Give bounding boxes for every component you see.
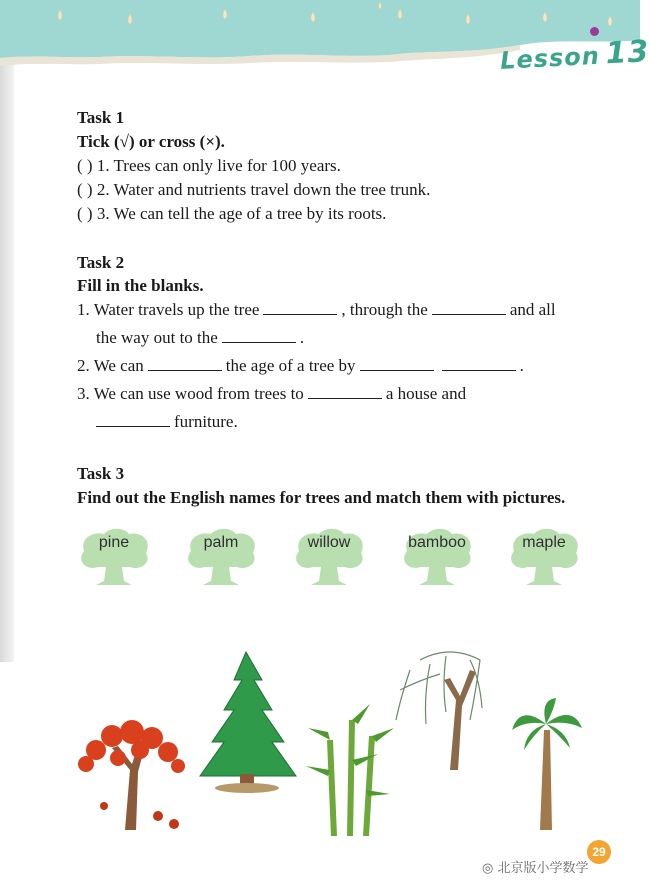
tree-label-card[interactable] bbox=[289, 525, 369, 587]
task2-s1-part-e: . bbox=[299, 328, 305, 347]
answer-blank[interactable] bbox=[222, 328, 296, 343]
task2-sentence-2 bbox=[77, 356, 524, 376]
task2-s2-part-c: . bbox=[519, 356, 524, 375]
task1-title: Task 1 bbox=[77, 108, 125, 127]
answer-blank[interactable] bbox=[442, 356, 516, 371]
answer-blank[interactable] bbox=[96, 412, 170, 427]
task2-s1-part-b: , through the bbox=[341, 300, 428, 319]
task2-s2-part-a: 2. We can bbox=[77, 356, 144, 375]
answer-blank[interactable] bbox=[263, 300, 337, 315]
task2-s1-part-d: the way out to the bbox=[96, 328, 218, 347]
lesson-number: 13 bbox=[604, 34, 650, 72]
task2-sentence-3-cont bbox=[96, 412, 238, 432]
tree-pictures bbox=[0, 640, 640, 894]
task1-item-2: ( ) 2. Water and nutrients travel down the tree trunk. bbox=[77, 180, 431, 199]
task1-item-1: ( ) 1. Trees can only live for 100 years. bbox=[77, 156, 341, 175]
tree-label-card[interactable] bbox=[397, 525, 477, 587]
answer-blank[interactable] bbox=[360, 356, 434, 371]
maple-tree-picture[interactable] bbox=[78, 720, 185, 830]
task2-s3-part-a: 3. We can use wood from trees to bbox=[77, 384, 304, 403]
palm-tree-picture[interactable] bbox=[512, 698, 582, 830]
task2-title: Task 2 bbox=[77, 253, 125, 272]
task1-item-3: ( ) 3. We can tell the age of a tree by its roots. bbox=[77, 204, 387, 223]
task2-instruction: Fill in the blanks. bbox=[77, 276, 204, 295]
pine-tree-picture[interactable] bbox=[200, 652, 296, 793]
watermark bbox=[482, 857, 589, 876]
tree-label-maple: maple bbox=[522, 534, 566, 551]
task2-s1-part-a: 1. Water travels up the tree bbox=[77, 300, 260, 319]
tree-label-bamboo: bamboo bbox=[408, 534, 466, 551]
answer-blank[interactable] bbox=[432, 300, 506, 315]
bamboo-picture[interactable] bbox=[306, 704, 394, 836]
task2-sentence-1 bbox=[77, 300, 556, 320]
willow-tree-picture[interactable] bbox=[396, 652, 482, 770]
page-fold-shadow bbox=[0, 40, 14, 662]
tree-label-palm: palm bbox=[203, 534, 239, 551]
watermark-text: 北京版小学数学 bbox=[497, 861, 589, 876]
answer-blank[interactable] bbox=[308, 384, 382, 399]
task3-title: Task 3 bbox=[77, 464, 125, 483]
pushpin-icon bbox=[590, 27, 599, 36]
tree-label-pine: pine bbox=[98, 534, 130, 551]
page-number-badge: 29 bbox=[587, 840, 611, 864]
header-banner bbox=[0, 0, 650, 80]
tree-label-card[interactable] bbox=[74, 525, 154, 587]
tree-label-card[interactable] bbox=[181, 525, 261, 587]
answer-blank[interactable] bbox=[148, 356, 222, 371]
task2-sentence-3 bbox=[77, 384, 466, 404]
task2-s1-part-c: and all bbox=[509, 300, 556, 319]
task3-instruction: Find out the English names for trees and match them with pictures. bbox=[77, 488, 566, 507]
tree-label-willow: willow bbox=[307, 534, 351, 551]
task2-sentence-1-cont bbox=[96, 328, 304, 348]
wechat-icon: ◎ bbox=[482, 861, 494, 876]
task2-s3-part-c: furniture. bbox=[174, 412, 238, 431]
task2-s2-part-b: the age of a tree by bbox=[225, 356, 356, 375]
task1-instruction: Tick (√) or cross (×). bbox=[77, 132, 225, 151]
tree-label-card[interactable] bbox=[504, 525, 584, 587]
lesson-word: Lesson bbox=[499, 41, 601, 75]
task2-s3-part-b: a house and bbox=[385, 384, 467, 403]
